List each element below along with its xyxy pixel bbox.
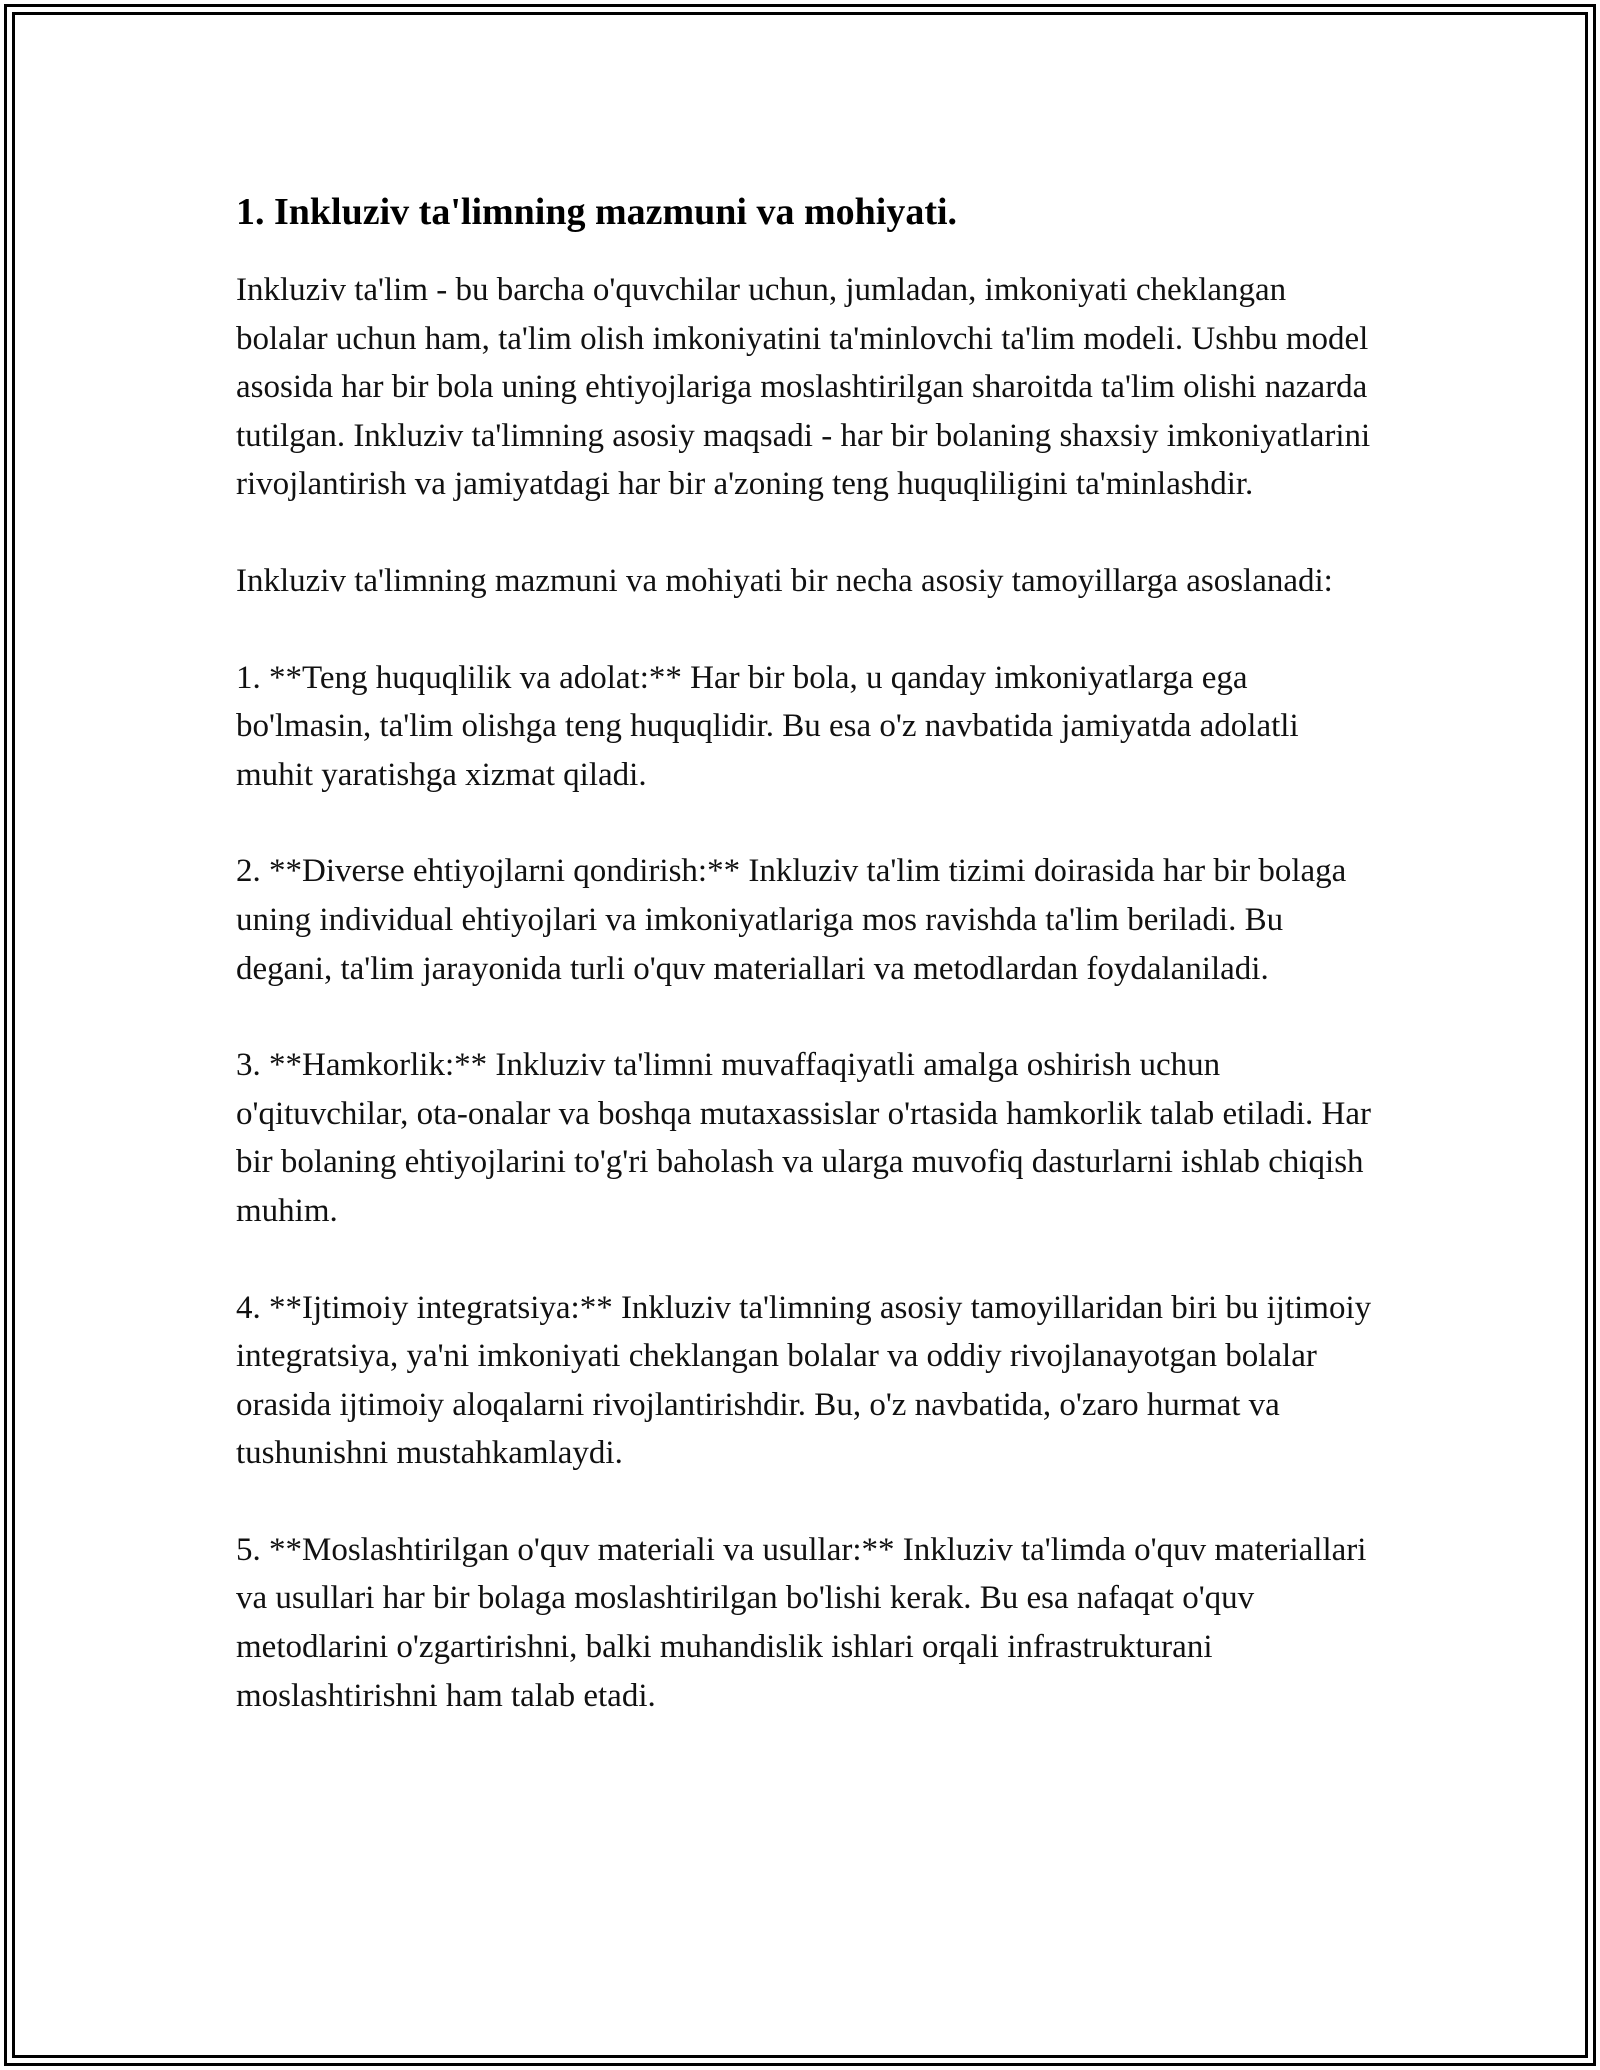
principle-2-paragraph: 2. **Diverse ehtiyojlarni qondirish:** Inkluziv ta'lim tizimi doirasida har bir bolaga uning individual ehtiyojlari va imkoniyatlariga mos ravishda ta'lim beriladi. Bu degani, ta'lim jarayonida turli o'quv materiallari va metodlardan foydalaniladi.: [236, 853, 1347, 987]
intro-paragraph: Inkluziv ta'lim - bu barcha o'quvchilar uchun, jumladan, imkoniyati cheklangan bolalar uchun ham, ta'lim olish imkoniyatini ta'minlovchi ta'lim modeli. Ushbu model asosida har bir bola uning ehtiyojlariga moslashtirilgan sharoitda ta'lim olishi nazarda tutilgan. Inkluziv ta'limning asosiy maqsadi - har bir bolaning shaxsiy imkoniyatlarini rivojlantirish va jamiyatdagi har bir a'zoning teng huquqliligini ta'minlashdir.: [236, 272, 1371, 503]
section-heading: 1. Inkluziv ta'limning mazmuni va mohiyati.: [236, 191, 958, 233]
document-body: [236, 186, 1376, 1768]
principle-4-paragraph: 4. **Ijtimoiy integratsiya:** Inkluziv ta'limning asosiy tamoyillaridan biri bu ijtimoiy integratsiya, ya'ni imkoniyati cheklangan bolalar va oddiy rivojlanayotgan bolalar orasida ijtimoiy aloqalarni rivojlantirishdir. Bu, o'z navbatida, o'zaro hurmat va tushunishni mustahkamlaydi.: [236, 1289, 1372, 1472]
principle-3-paragraph: 3. **Hamkorlik:** Inkluziv ta'limni muvaffaqiyatli amalga oshirish uchun o'qituvchilar, ota-onalar va boshqa mutaxassislar o'rtasida hamkorlik talab etiladi. Har bir bolaning ehtiyojlarini to'g'ri baholash va ularga muvofiq dasturlarni ishlab chiqish muhim.: [236, 1047, 1371, 1229]
principles-intro-paragraph: Inkluziv ta'limning mazmuni va mohiyati bir necha asosiy tamoyillarga asoslanadi:: [236, 562, 1333, 599]
principle-1-paragraph: 1. **Teng huquqlilik va adolat:** Har bir bola, u qanday imkoniyatlarga ega bo'lmasin, ta'lim olishga teng huquqlidir. Bu esa o'z navbatida jamiyatda adolatli muhit yaratishga xizmat qiladi.: [236, 659, 1299, 793]
principle-5-paragraph: 5. **Moslashtirilgan o'quv materiali va usullar:** Inkluziv ta'limda o'quv materiallari va usullari har bir bolaga moslashtirilgan bo'lishi kerak. Bu esa nafaqat o'quv metodlarini o'zgartirishni, balki muhandislik ishlari orqali infrastrukturani moslashtirishni ham talab etadi.: [236, 1531, 1367, 1714]
